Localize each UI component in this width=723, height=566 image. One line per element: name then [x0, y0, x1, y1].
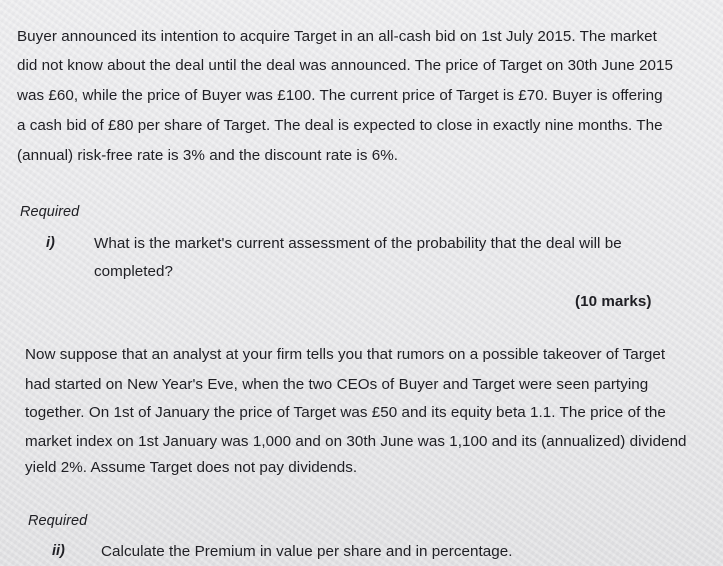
question-number: ii) — [52, 543, 65, 559]
question-line: Calculate the Premium in value per share and in percentage. — [101, 543, 513, 560]
question-number: i) — [46, 235, 55, 251]
intro-line: was £60, while the price of Buyer was £100. The current price of Target is £70. Buyer is offering — [17, 87, 663, 104]
scenario-line: together. On 1st of January the price of Target was £50 and its equity beta 1.1. The price of the — [25, 404, 666, 421]
intro-line: (annual) risk-free rate is 3% and the discount rate is 6%. — [17, 147, 399, 164]
intro-line: did not know about the deal until the deal was announced. The price of Target on 30th June 2015 — [17, 57, 674, 74]
scenario-line: market index on 1st January was 1,000 and on 30th June was 1,100 and its (annualized) dividend — [25, 433, 687, 450]
required-label: Required — [20, 204, 80, 220]
intro-line: a cash bid of £80 per share of Target. The deal is expected to close in exactly nine months. The — [17, 117, 663, 134]
marks-label: (10 marks) — [575, 293, 652, 310]
scenario-line: Now suppose that an analyst at your firm tells you that rumors on a possible takeover of Target — [25, 346, 666, 363]
required-label: Required — [28, 513, 88, 529]
intro-line: Buyer announced its intention to acquire Target in an all-cash bid on 1st July 2015. The market — [17, 28, 657, 45]
question-line: completed? — [94, 263, 174, 280]
scenario-line: had started on New Year's Eve, when the two CEOs of Buyer and Target were seen partying — [25, 376, 649, 393]
scenario-line: yield 2%. Assume Target does not pay dividends. — [25, 459, 358, 476]
question-line: What is the market's current assessment of the probability that the deal will be — [94, 235, 622, 252]
